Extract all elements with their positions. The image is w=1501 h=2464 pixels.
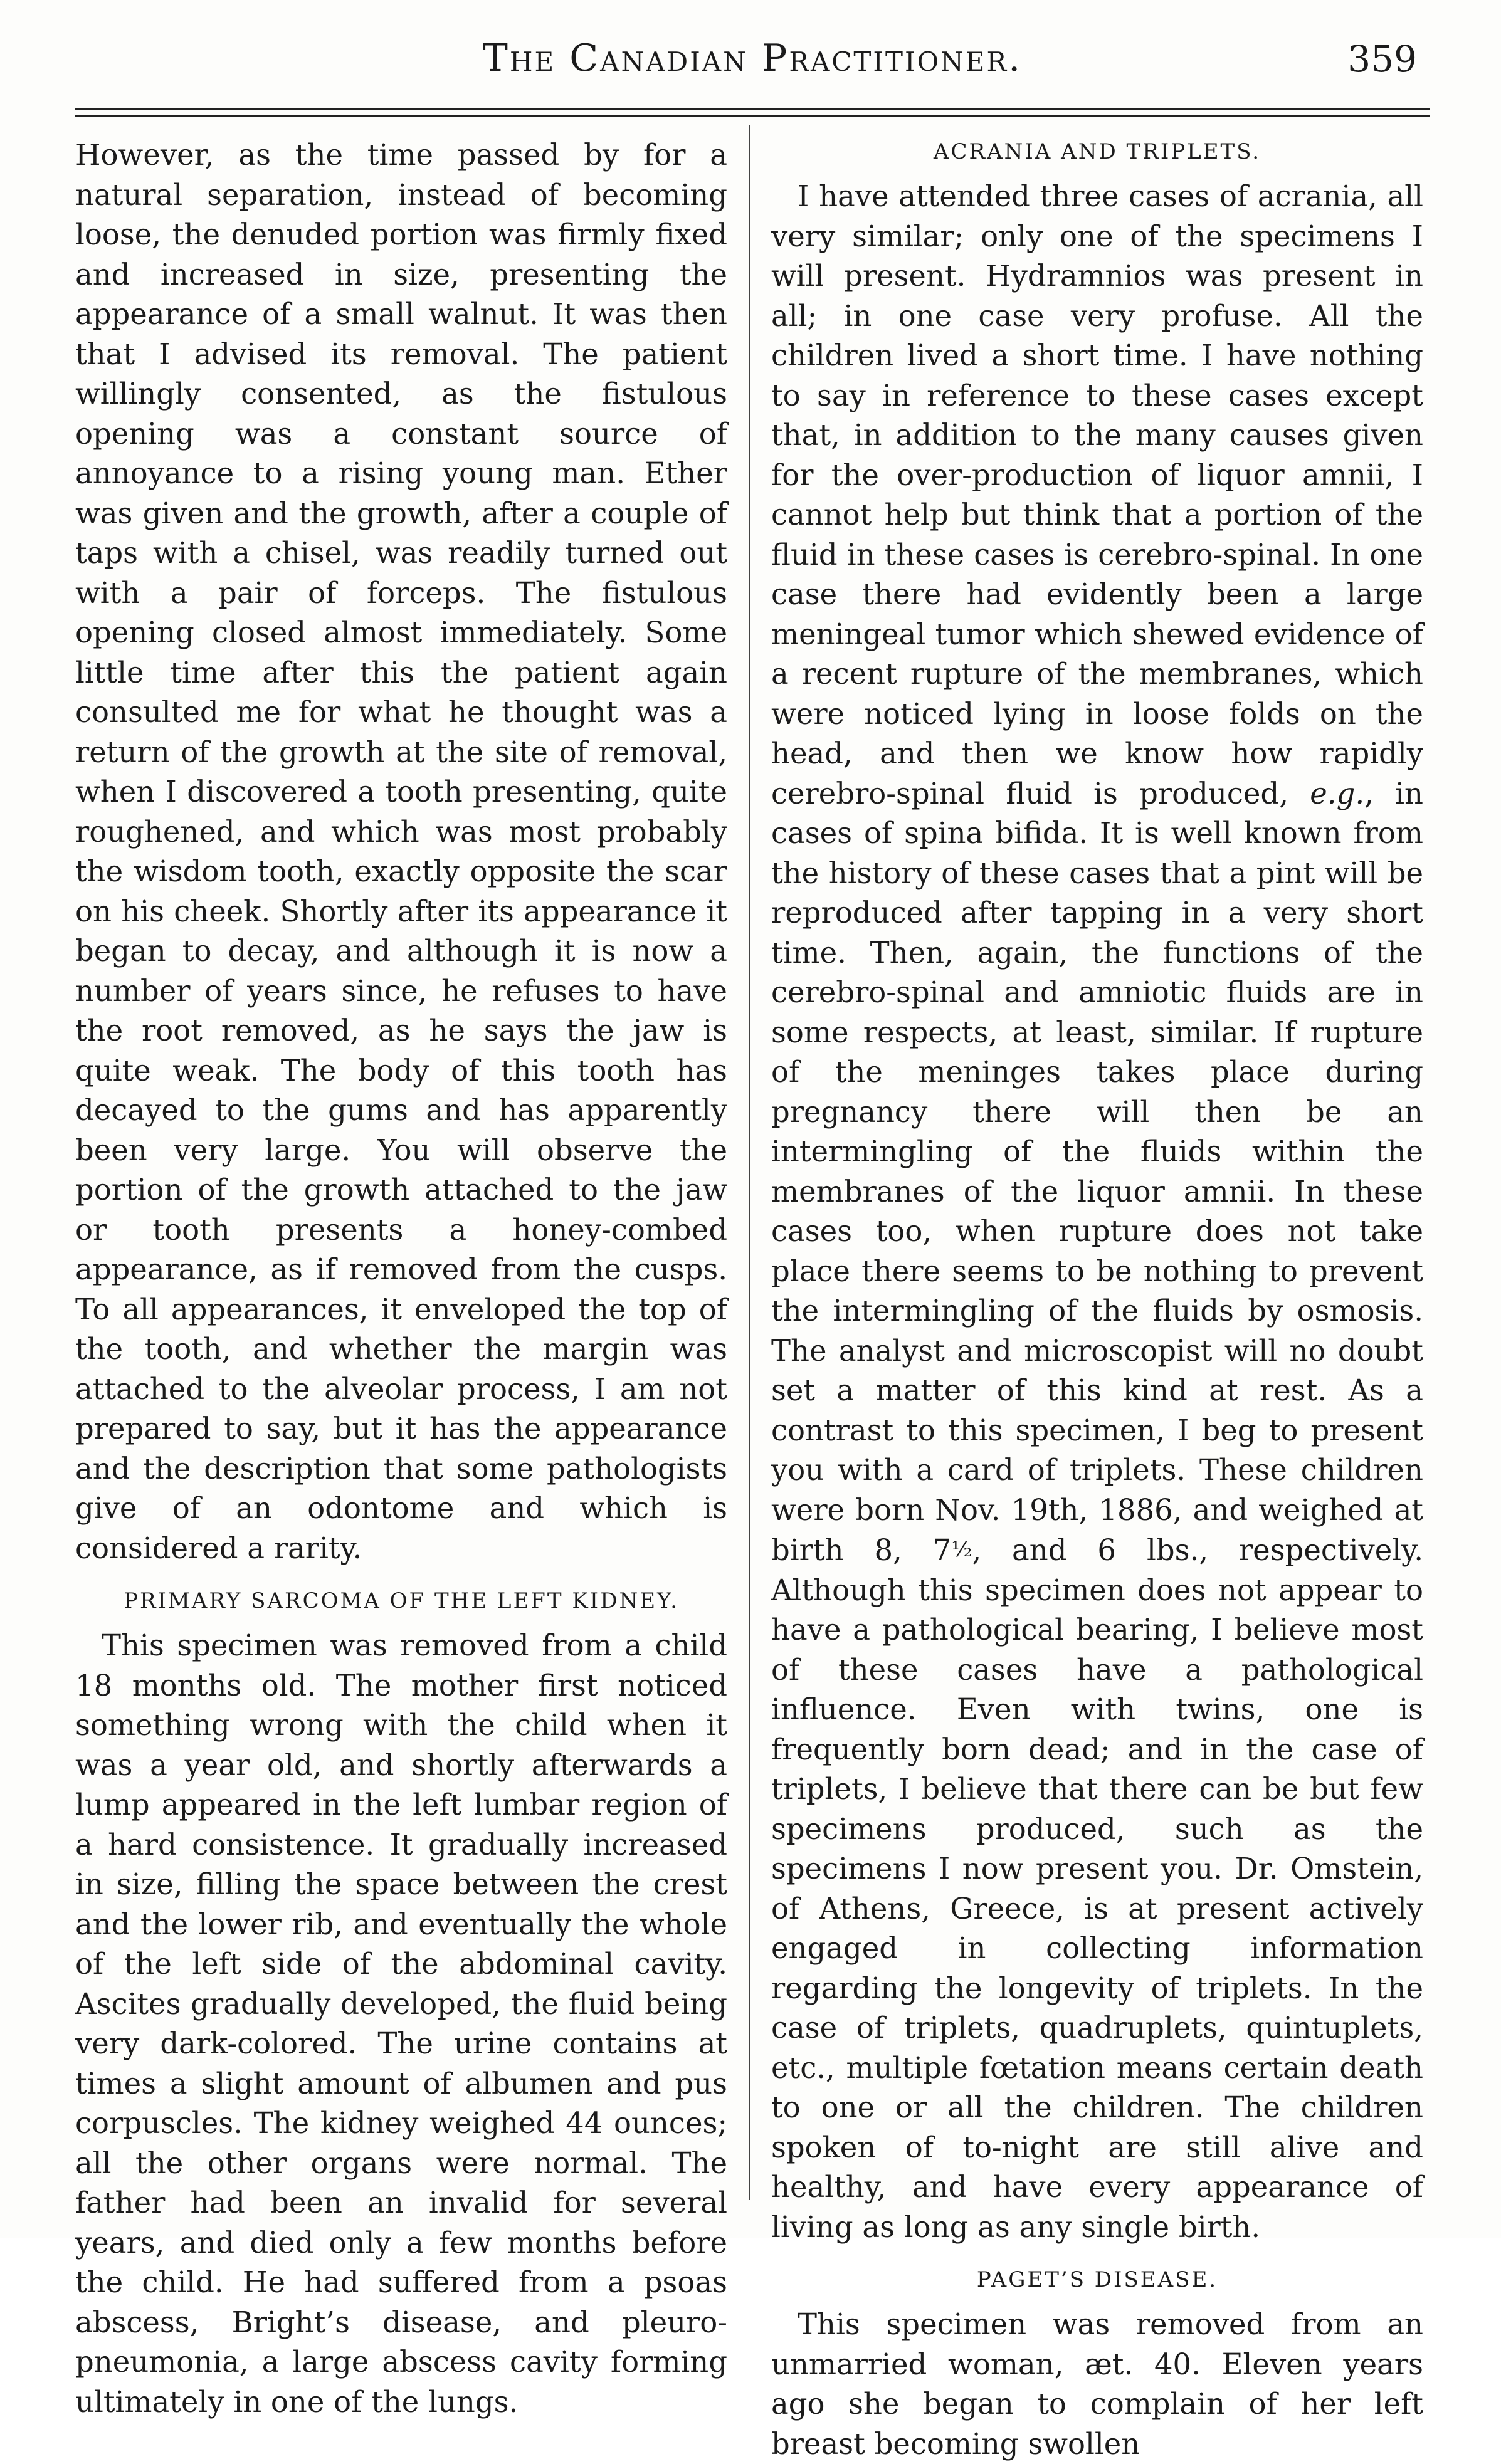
pagets-paragraph: This specimen was removed from an unmarried woman, æt. 40. Eleven years ago she began to complain of her left breast becoming swollen: [771, 2307, 1423, 2461]
acrania-paragraph: [771, 177, 1423, 2247]
kidney-sarcoma-paragraph: This specimen was removed from a child 18 months old. The mother first noticed something wrong with the child when it was a year old, and shortly afterwards a lump appeared in the left lumbar region of a hard consistence. It gradually increased in size, filling the space between the crest and the lower rib, and eventually the whole of the left side of the abdominal cavity. Ascites gradually developed, the fluid being very dark-colored. The urine contains at times a slight amount of albumen and pus corpuscles. The kidney weighed 44 ounces; all the other organs were normal. The father had been an invalid for several years, and died only a few months before the child. He had suffered from a psoas abscess, Bright’s disease, and pleuro-pneumonia, a large abscess cavity forming ultimately in one of the lungs.: [75, 1628, 727, 2419]
page-number: 359: [1347, 38, 1417, 80]
kidney-sarcoma-heading: PRIMARY SARCOMA OF THE LEFT KIDNEY.: [124, 1588, 679, 1613]
fraction-half: ½: [951, 1537, 972, 1562]
right-column: [771, 135, 1423, 2461]
odontome-paragraph: However, as the time passed by for a natural separation, instead of becoming loose, the denuded portion was firmly fixed and increased in size, presenting the appearance of a small walnut. It was then that I advised its removal. The patient willingly consented, as the fistulous opening was a constant source of annoyance to a rising young man. Ether was given and the growth, after a couple of taps with a chisel, was readily turned out with a pair of forceps. The fistulous opening closed almost immediately. Some little time after this the patient again consulted me for what he thought was a return of the growth at the site of removal, when I discovered a tooth presenting, quite roughened, and which was most probably the wisdom tooth, exactly opposite the scar on his cheek. Shortly after its appearance it began to decay, and although it is now a number of years since, he refuses to have the root removed, as he says the jaw is quite weak. The body of this tooth has decayed to the gums and has apparently been very large. You will observe the portion of the growth attached to the jaw or tooth presents a honey-combed appearance, as if removed from the cusps. To all appearances, it enveloped the top of the tooth, and whether the margin was attached to the alveolar process, I am not prepared to say, but it has the appearance and the description that some pathologists give of an odontome and which is considered a rarity.: [75, 138, 727, 1565]
column-divider: [749, 125, 750, 2200]
page-header: [75, 25, 1430, 100]
acrania-text-part1: I have attended three cases of acrania, all very similar; only one of the specimens I will present. Hydramnios was present in all; in one case very profuse. All the children lived a short time. I have nothing to say in reference to these cases except that, in addition to the many causes given for the over-production of liquor amnii, I cannot help but think that a portion of the fluid in these cases is cerebro-spinal. In one case there had evidently been a large meningeal tumor which shewed evidence of a recent rupture of the membranes, which were noticed lying in loose folds on the head, and then we know how rapidly cerebro-spinal fluid is produced,: [771, 179, 1423, 810]
running-title: The Canadian Practitioner.: [482, 36, 1023, 80]
acrania-text-part3: , and 6 lbs., respectively. Although this specimen does not appear to have a pathological bearing, I believe most of these cases have a pathological influence. Even with twins, one is frequently born dead; and in the case of triplets, I believe that there can be but few specimens produced, such as the specimens I now present you. Dr. Omstein, of Athens, Greece, is at present actively engaged in collecting information regarding the longevity of triplets. In the case of triplets, quadruplets, quintuplets, etc., multiple fœtation means certain death to one or all the children. The children spoken of to-night are still alive and healthy, and have every appearance of living as long as any single birth.: [771, 1533, 1423, 2244]
left-column: [75, 135, 727, 2419]
acrania-heading: ACRANIA AND TRIPLETS.: [933, 139, 1261, 164]
pagets-heading: PAGET’S DISEASE.: [976, 2267, 1218, 2292]
acrania-eg: e.g.: [1310, 776, 1365, 810]
acrania-text-part2: , in cases of spina bifida. It is well known from the history of these cases that a pint will be reproduced after tapping in a very short time. Then, again, the functions of the cerebro-spinal and amniotic fluids are in some respects, at least, similar. If rupture of the meninges takes place during pregnancy there will then be an intermingling of the fluids within the membranes of the liquor amnii. In these cases too, when rupture does not take place there seems to be nothing to prevent the intermingling of the fluids by osmosis. The analyst and microscopist will no doubt set a matter of this kind at rest. As a contrast to this specimen, I beg to present you with a card of triplets. These children were born Nov. 19th, 1886, and weighed at birth 8, 7: [771, 776, 1423, 1567]
header-rule: [75, 108, 1430, 110]
header-rule-thin: [75, 115, 1430, 117]
